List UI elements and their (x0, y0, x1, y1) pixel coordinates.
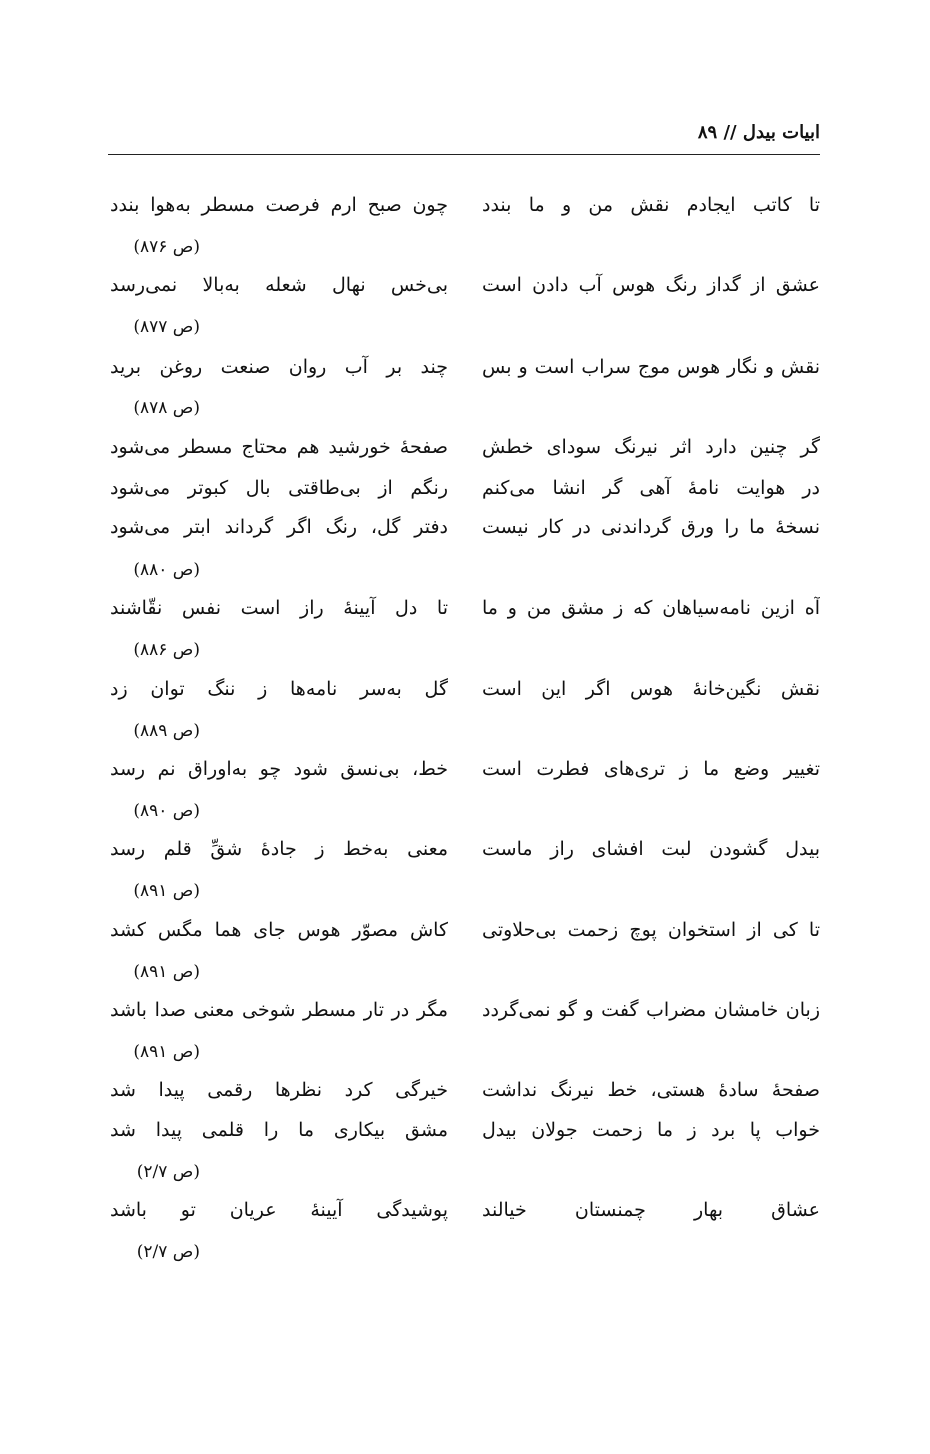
page-reference: (ص ۸۹۰) (133, 801, 200, 821)
verse-right-hemistich: نقش نگین‌خانهٔ هوس اگر این است (482, 678, 820, 700)
page-reference: (ص ۸۷۸) (133, 398, 200, 418)
verse-left-hemistich: خط، بی‌نسق شود چو به‌اوراق نم رسد (110, 758, 448, 780)
verse-left-hemistich: چند بر آب روان صنعت روغن برید (110, 356, 448, 378)
verse-left-hemistich: رنگم از بی‌طاقتی بال کبوتر می‌شود (110, 477, 448, 499)
page-reference: (ص ۲/۷) (136, 1162, 200, 1182)
verse-right-hemistich: عشاق بهار چمنستان خیالند (482, 1199, 820, 1221)
page-reference: (ص ۸۹۱) (133, 962, 200, 982)
verse-right-hemistich: در هوایت نامهٔ آهی گر انشا می‌کنم (482, 477, 820, 499)
verse-left-hemistich: مگر در تار مسطر شوخی معنی صدا باشد (110, 999, 448, 1021)
verse-left-hemistich: چون صبح ارم فرصت مسطر به‌هوا بندد (110, 194, 448, 216)
verse-right-hemistich: نسخهٔ ما را ورق گرداندنی در کار نیست (482, 516, 820, 538)
verse-right-hemistich: زبان خامشان مضراب گفت و گو نمی‌گردد (482, 999, 820, 1021)
page-reference: (ص ۸۸۰) (133, 560, 200, 580)
page-reference: (ص ۸۷۷) (133, 317, 200, 337)
page-reference: (ص ۸۸۶) (133, 640, 200, 660)
verse-left-hemistich: بی‌خس نهال شعله به‌بالا نمی‌رسد (110, 274, 448, 296)
page-reference: (ص ۲/۷) (136, 1242, 200, 1262)
page-reference: (ص ۸۸۹) (133, 721, 200, 741)
verse-right-hemistich: تا کاتب ایجادم نقش من و ما بندد (482, 194, 820, 216)
verse-right-hemistich: صفحهٔ سادهٔ هستی، خط نیرنگ نداشت (482, 1079, 820, 1101)
verse-left-hemistich: کاش مصوّر هوس جای هما مگس کشد (110, 919, 448, 941)
verse-right-hemistich: تغییر وضع ما ز تری‌های فطرت است (482, 758, 820, 780)
page-reference: (ص ۸۷۶) (133, 237, 200, 257)
verse-right-hemistich: نقش و نگار هوس موج سراب است و بس (482, 356, 820, 378)
verse-right-hemistich: بیدل گشودن لبت افشای راز ماست (482, 838, 820, 860)
page-reference: (ص ۸۹۱) (133, 881, 200, 901)
verse-right-hemistich: گر چنین دارد اثر نیرنگ سودای خطش (482, 436, 820, 458)
verse-left-hemistich: تا دل آیینهٔ راز است نفس نقّاشند (110, 597, 448, 619)
verse-right-hemistich: آه ازین نامه‌سیاهان که ز مشق من و ما (482, 597, 820, 619)
verse-right-hemistich: عشق از گداز رنگ هوس آب دادن است (482, 274, 820, 296)
page-reference: (ص ۸۹۱) (133, 1042, 200, 1062)
verse-right-hemistich: خواب پا برد ز ما زحمت جولان بیدل (482, 1119, 820, 1141)
verse-right-hemistich: تا کی از استخوان پوچ زحمت بی‌حلاوتی (482, 919, 820, 941)
verse-left-hemistich: مشق بیکاری ما را قلمی پیدا شد (110, 1119, 448, 1141)
verse-left-hemistich: پوشیدگی آیینهٔ عریان تو باشد (110, 1199, 448, 1221)
verse-left-hemistich: دفتر گل، رنگ اگر گرداند ابتر می‌شود (110, 516, 448, 538)
verse-left-hemistich: خیرگی کرد نظرها رقمی پیدا شد (110, 1079, 448, 1101)
running-title: ابیات بیدل // ۸۹ (697, 122, 820, 143)
verse-left-hemistich: گل به‌سر نامه‌ها ز ننگ توان زد (110, 678, 448, 700)
verse-left-hemistich: صفحهٔ خورشید هم محتاج مسطر می‌شود (110, 436, 448, 458)
verse-left-hemistich: معنی به‌خط ز جادهٔ شقِّ قلم رسد (110, 838, 448, 860)
